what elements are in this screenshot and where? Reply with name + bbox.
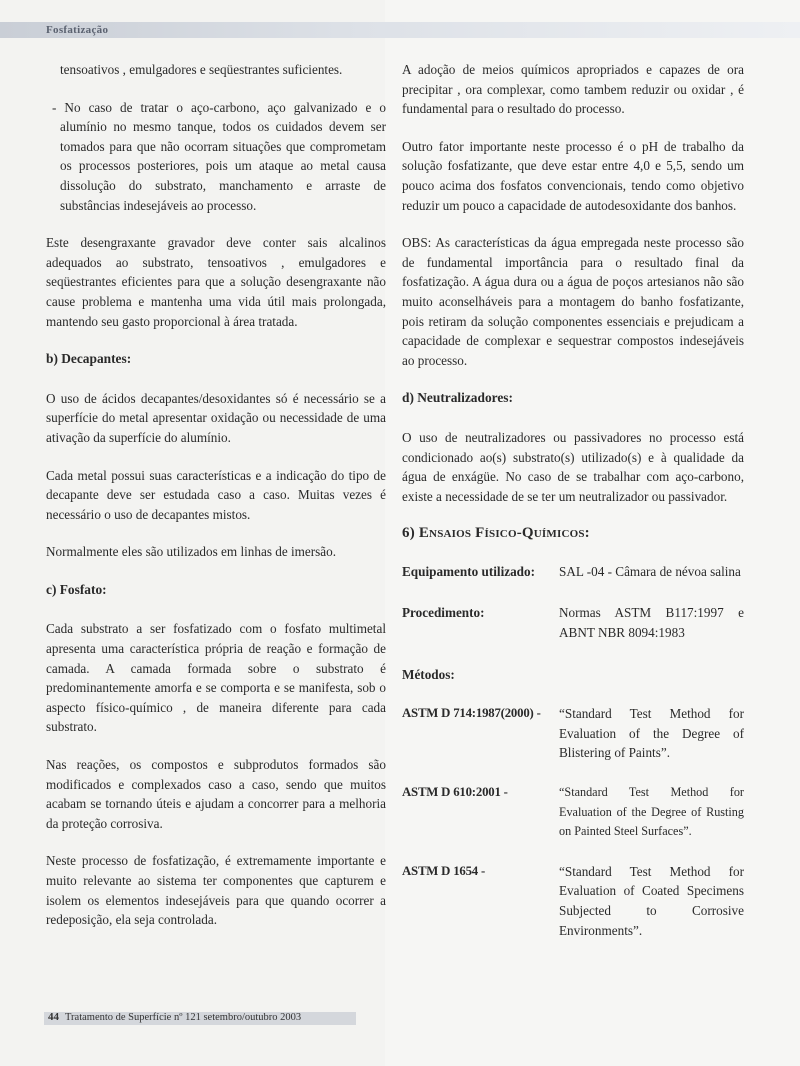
equipment-row xyxy=(402,562,744,582)
method-row xyxy=(402,862,744,940)
left-paragraph-2: - No caso de tratar o aço-carbono, aço galvanizado e o alumínio no mesmo tanque, todos os cuidados devem ser tomados para que não ocorram situações que comprometam os processos posteriores, pois um ataque ao metal causa dissolução do substrato, manchamento e arraste de substâncias indesejáveis ao processo. xyxy=(52,99,386,213)
procedure-label: Procedimento: xyxy=(402,605,485,621)
right-paragraph-2: Outro fator importante neste processo é o pH de trabalho da solução fosfatizante, que deve estar entre 4,0 e 5,5, sendo um pouco acima dos fosfatos convencionais, tendo como objetivo reduzir um pouco a capacidade de autodesoxidante dos banhos. xyxy=(402,138,744,213)
equipment-value: SAL -04 - Câmara de névoa salina xyxy=(559,563,741,579)
method-code: ASTM D 610:2001 - xyxy=(402,785,508,800)
left-column xyxy=(46,60,386,948)
left-paragraph-7: Cada substrato a ser fosfatizado com o fosfato multimetal apresenta uma característica própria de reação e formação de camada. A camada formada sobre o substrato é predominantemente amorfa e se comporta e se manifesta, sob o aspecto físico-químico , de maneira diferente para cada substrato. xyxy=(46,621,386,735)
left-paragraph-9: Neste processo de fosfatização, é extremamente importante e muito relevante ao sistema ter componentes que capturem e isolem os elementos indesejáveis para que quando ocorrer a redeposição, ela seja controlada. xyxy=(46,853,386,928)
left-paragraph-5: Cada metal possui suas características e a indicação do tipo de decapante deve ser estudada caso a caso. Muitas vezes é necessário o uso de decapantes mistos. xyxy=(46,467,386,522)
method-row xyxy=(402,783,744,842)
left-paragraph-3: Este desengraxante gravador deve conter sais alcalinos adequados ao substrato, tensoativos , emulgadores e seqüestrantes eficientes para que a solução desengraxante não cause problema e mantenha uma vida útil mais prolongada, mantendo seu gasto proporcional à área tratada. xyxy=(46,235,386,329)
procedure-value: Normas ASTM B117:1997 e ABNT NBR 8094:1983 xyxy=(559,605,744,641)
heading-fosfato: c) Fosfato: xyxy=(46,581,107,597)
method-row xyxy=(402,704,744,763)
methods-title: Métodos: xyxy=(402,666,455,682)
heading-ensaios: 6) Ensaios Físico-Químicos: xyxy=(402,525,590,542)
method-description: “Standard Test Method for Evaluation of Coated Specimens Subjected to Corrosive Environments”. xyxy=(559,863,744,938)
left-paragraph-8: Nas reações, os compostos e subprodutos formados são modificados e complexados caso a caso, sendo que muitos acabam se tornando úteis e ajudam a concorrer para a melhoria da proteção corrosiva. xyxy=(46,757,386,831)
section-title: Fosfatização xyxy=(46,24,109,36)
method-description: “Standard Test Method for Evaluation of the Degree of Rusting on Painted Steel Surfaces”. xyxy=(559,785,744,839)
left-paragraph-4: O uso de ácidos decapantes/desoxidantes só é necessário se a superfície do metal apresentar oxidação ou necessidade de uma ativação da superfície do alumínio. xyxy=(46,390,386,445)
heading-decapantes: b) Decapantes: xyxy=(46,351,132,367)
procedure-row xyxy=(402,603,744,642)
equipment-label: Equipamento utilizado: xyxy=(402,563,535,579)
right-column xyxy=(402,60,744,960)
heading-neutralizadores: d) Neutralizadores: xyxy=(402,390,513,406)
left-paragraph-6: Normalmente eles são utilizados em linhas de imersão. xyxy=(46,544,337,560)
header-strip xyxy=(0,22,800,38)
page-number: 44 xyxy=(48,1011,59,1023)
method-code: ASTM D 714:1987(2000) - xyxy=(402,706,541,721)
publication-info: Tratamento de Superfície nº 121 setembro/outubro 2003 xyxy=(65,1012,302,1023)
method-code: ASTM D 1654 - xyxy=(402,863,486,878)
footer xyxy=(48,1011,301,1023)
method-description: “Standard Test Method for Evaluation of the Degree of Blistering of Paints”. xyxy=(559,706,744,761)
right-paragraph-4: O uso de neutralizadores ou passivadores no processo está condicionado ao(s) substrato(s) utilizado(s) e à qualidade da água de enxágüe. No caso de se trabalhar com aço-carbono, existe a necessidade de se ter um neutralizador ou passivador. xyxy=(402,429,744,504)
right-paragraph-3: OBS: As características da água empregada neste processo são de fundamental importância para o resultado final da fosfatização. A água dura ou a água de poços artesianos não são muito aconselháveis para a montagem do banho fosfatizante, pois retiram da solução componentes essenciais e prejudicam a capacidade de complexar e sequestrar compostos indesejáveis ao processo. xyxy=(402,235,744,368)
right-paragraph-1: A adoção de meios químicos apropriados e capazes de ora precipitar , ora complexar, como tambem reduzir ou oxidar , é fundamental para o resultado do processo. xyxy=(402,62,744,117)
left-paragraph-1: tensoativos , emulgadores e seqüestrantes suficientes. xyxy=(60,62,343,77)
